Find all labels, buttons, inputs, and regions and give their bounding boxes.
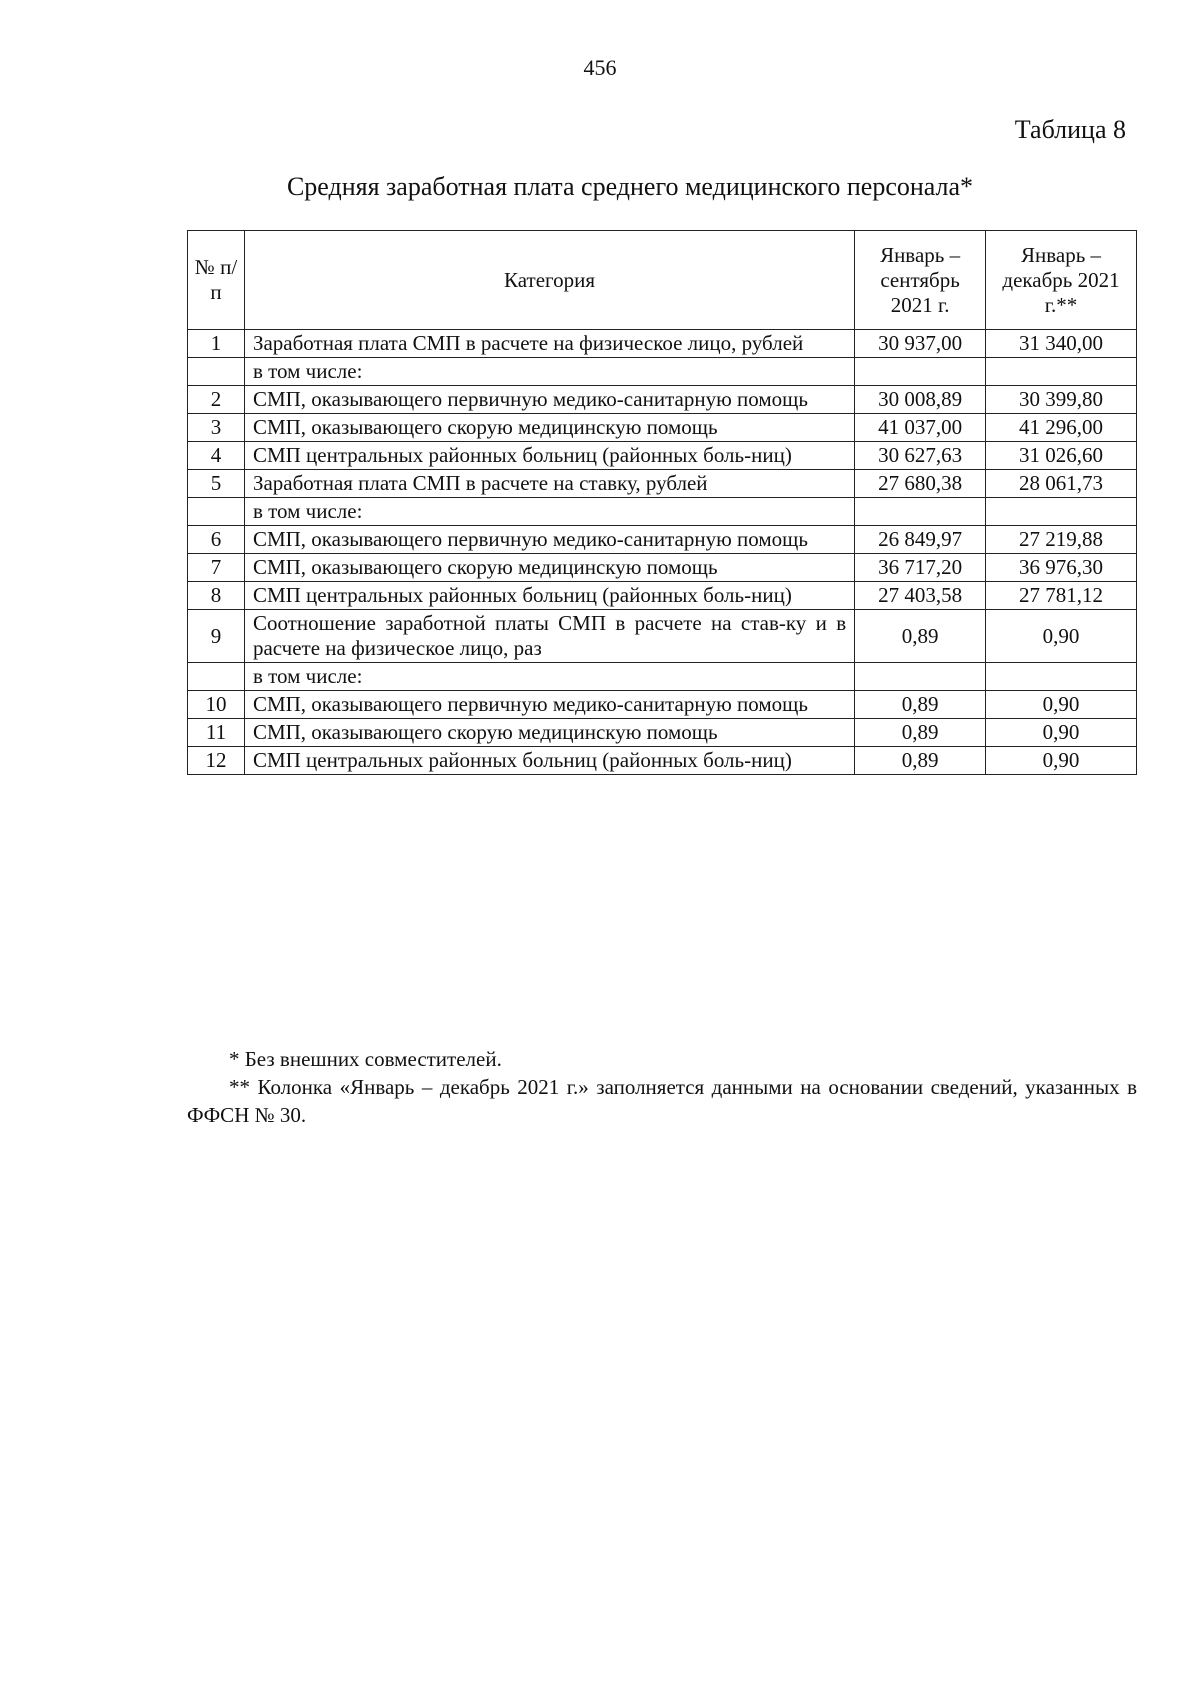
table-row (188, 330, 1137, 358)
table-row (188, 526, 1137, 554)
row-category: в том числе: (244, 663, 854, 691)
row-number (188, 498, 245, 526)
row-value-jan-dec: 28 061,73 (986, 470, 1137, 498)
row-number (188, 663, 245, 691)
footnote-1: * Без внешних совместителей. (229, 1047, 502, 1071)
salary-table (187, 230, 1137, 775)
row-value-jan-dec: 30 399,80 (986, 386, 1137, 414)
table-row (188, 358, 1137, 386)
row-number: 10 (188, 691, 245, 719)
row-category: СМП, оказывающего скорую медицинскую помощь (244, 719, 854, 747)
table-row (188, 719, 1137, 747)
header-category: Категория (244, 231, 854, 330)
row-value-jan-dec (986, 358, 1137, 386)
row-value-jan-dec: 36 976,30 (986, 554, 1137, 582)
row-category: СМП, оказывающего первичную медико-санитарную помощь (244, 526, 854, 554)
header-jan-dec-2021: Январь – декабрь 2021 г.** (986, 231, 1137, 330)
row-category: Соотношение заработной платы СМП в расчете на став-ку и в расчете на физическое лицо, раз (244, 610, 854, 663)
row-category: СМП центральных районных больниц (районных боль-ниц) (244, 442, 854, 470)
row-value-jan-dec: 31 340,00 (986, 330, 1137, 358)
table-row (188, 610, 1137, 663)
row-number: 11 (188, 719, 245, 747)
table-row (188, 747, 1137, 775)
row-value-jan-sep: 0,89 (855, 719, 986, 747)
row-value-jan-dec: 41 296,00 (986, 414, 1137, 442)
row-value-jan-sep: 30 937,00 (855, 330, 986, 358)
page-number: 456 (583, 55, 617, 80)
row-value-jan-dec: 0,90 (986, 691, 1137, 719)
row-value-jan-dec: 31 026,60 (986, 442, 1137, 470)
table-row (188, 470, 1137, 498)
row-category: Заработная плата СМП в расчете на физическое лицо, рублей (244, 330, 854, 358)
table-row (188, 554, 1137, 582)
row-category: в том числе: (244, 358, 854, 386)
row-value-jan-sep: 36 717,20 (855, 554, 986, 582)
row-value-jan-sep: 41 037,00 (855, 414, 986, 442)
row-value-jan-dec: 0,90 (986, 719, 1137, 747)
row-category: СМП, оказывающего первичную медико-санитарную помощь (244, 691, 854, 719)
row-category: СМП, оказывающего первичную медико-санитарную помощь (244, 386, 854, 414)
row-value-jan-dec (986, 663, 1137, 691)
row-number: 1 (188, 330, 245, 358)
table-row (188, 582, 1137, 610)
row-number: 4 (188, 442, 245, 470)
row-number: 7 (188, 554, 245, 582)
row-category: СМП, оказывающего скорую медицинскую помощь (244, 414, 854, 442)
table-title: Средняя заработная плата среднего медицинского персонала* (286, 172, 974, 201)
row-value-jan-sep: 27 403,58 (855, 582, 986, 610)
header-jan-sep-2021: Январь – сентябрь 2021 г. (855, 231, 986, 330)
row-value-jan-sep (855, 358, 986, 386)
table-row (188, 691, 1137, 719)
row-value-jan-sep: 26 849,97 (855, 526, 986, 554)
row-value-jan-sep: 0,89 (855, 691, 986, 719)
row-category: в том числе: (244, 498, 854, 526)
row-number: 6 (188, 526, 245, 554)
row-value-jan-dec (986, 498, 1137, 526)
table-row (188, 442, 1137, 470)
footnote-2: ** Колонка «Январь – декабрь 2021 г.» заполняется данными на основании сведений, указанных в ФФСН № 30. (187, 1075, 1137, 1127)
row-category: Заработная плата СМП в расчете на ставку, рублей (244, 470, 854, 498)
table-row (188, 414, 1137, 442)
row-value-jan-sep: 30 627,63 (855, 442, 986, 470)
table-body (188, 330, 1137, 775)
table-row (188, 663, 1137, 691)
table-row (188, 386, 1137, 414)
row-number: 12 (188, 747, 245, 775)
row-number: 9 (188, 610, 245, 663)
row-number: 8 (188, 582, 245, 610)
row-value-jan-dec: 27 219,88 (986, 526, 1137, 554)
table-label: Таблица 8 (1014, 115, 1126, 144)
row-value-jan-dec: 0,90 (986, 747, 1137, 775)
header-num: № п/п (188, 231, 245, 330)
row-value-jan-sep: 0,89 (855, 747, 986, 775)
row-value-jan-dec: 27 781,12 (986, 582, 1137, 610)
row-number: 3 (188, 414, 245, 442)
row-value-jan-sep (855, 498, 986, 526)
row-value-jan-sep: 0,89 (855, 610, 986, 663)
row-number: 5 (188, 470, 245, 498)
row-category: СМП, оказывающего скорую медицинскую помощь (244, 554, 854, 582)
row-category: СМП центральных районных больниц (районных боль-ниц) (244, 747, 854, 775)
table-row (188, 498, 1137, 526)
row-value-jan-sep: 27 680,38 (855, 470, 986, 498)
row-value-jan-sep: 30 008,89 (855, 386, 986, 414)
table-header-row (188, 231, 1137, 330)
row-value-jan-dec: 0,90 (986, 610, 1137, 663)
row-number (188, 358, 245, 386)
row-category: СМП центральных районных больниц (районных боль-ниц) (244, 582, 854, 610)
footnotes (187, 1045, 1137, 1129)
row-value-jan-sep (855, 663, 986, 691)
row-number: 2 (188, 386, 245, 414)
